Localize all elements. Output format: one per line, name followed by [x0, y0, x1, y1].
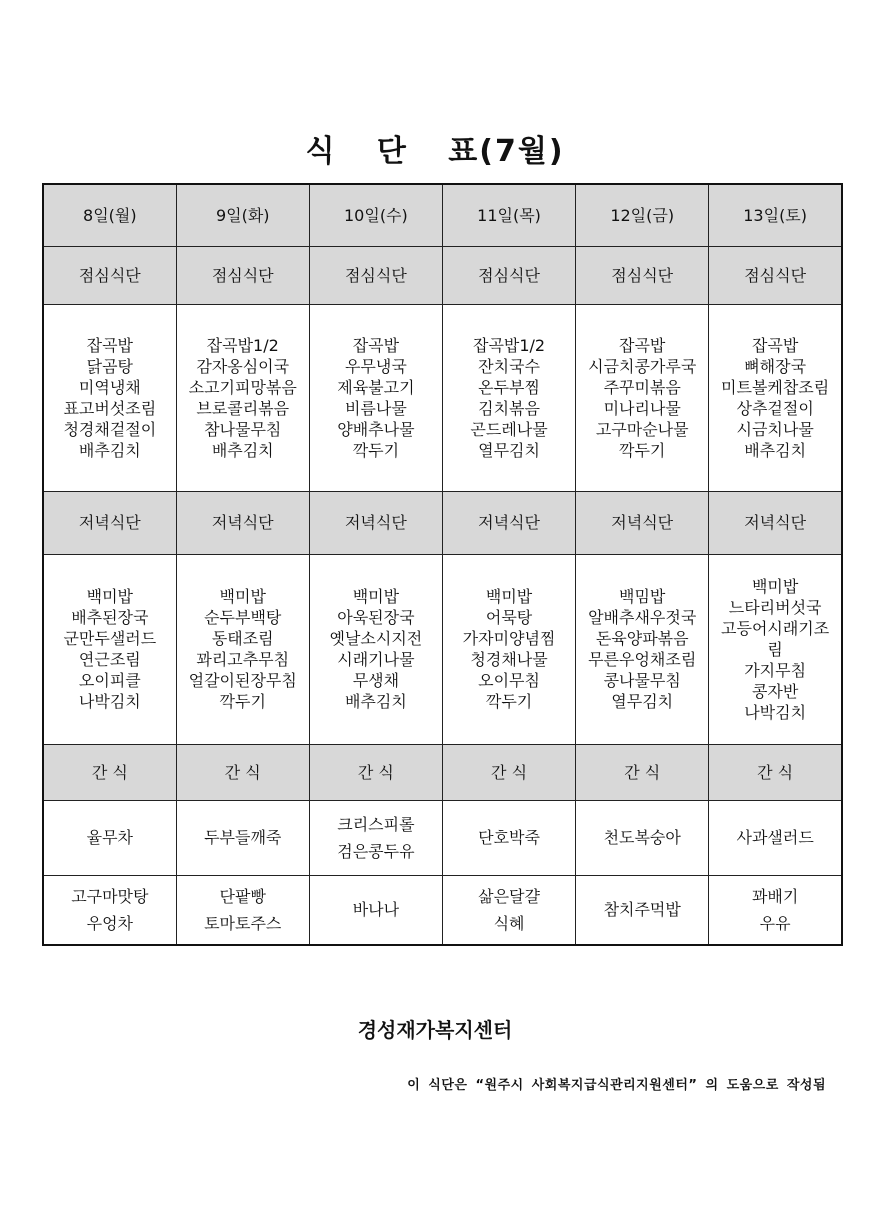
snack-header-cell: 간 식: [576, 744, 709, 800]
lunch-menu-cell: [309, 304, 442, 491]
menu-item: 표고버섯조림: [63, 398, 157, 418]
table-row: [43, 744, 842, 800]
dinner-header-cell: 저녁식단: [442, 491, 575, 554]
menu-item-list: [177, 883, 309, 937]
menu-item-list: [44, 824, 176, 851]
menu-item: 깍두기: [352, 440, 400, 460]
menu-item: 토마토주스: [204, 913, 282, 933]
menu-item: 잔치국수: [478, 356, 540, 376]
menu-item: 백미밥: [86, 587, 134, 606]
snack1-cell: [309, 800, 442, 875]
table-row: [43, 491, 842, 554]
menu-item: 온두부찜: [478, 377, 540, 397]
snack-header-cell: 간 식: [176, 744, 309, 800]
menu-item: 열무김치: [478, 440, 540, 460]
snack-header-cell: 간 식: [309, 744, 442, 800]
menu-item: 배추김치: [744, 440, 807, 460]
menu-item-list: [709, 883, 841, 937]
menu-item: 백미밥: [352, 587, 400, 606]
menu-item: 우무냉국: [344, 356, 407, 376]
menu-item: 연근조림: [78, 650, 141, 669]
menu-item-list: [443, 824, 575, 851]
menu-item: 오이무침: [478, 671, 540, 690]
table-row: [43, 184, 842, 246]
menu-item: 시금치나물: [736, 419, 814, 439]
date-cell: 10일(수): [309, 184, 442, 246]
menu-item: 배추된장국: [71, 608, 149, 627]
menu-item: 알배추새우젓국: [588, 608, 697, 627]
menu-item: 시금치콩가루국: [588, 356, 697, 376]
snack-header-cell: 간 식: [709, 744, 842, 800]
menu-item: 아욱된장국: [337, 608, 415, 627]
menu-item: 깍두기: [219, 692, 266, 711]
menu-item-list: [310, 896, 442, 923]
menu-item-list: [310, 811, 442, 865]
snack2-cell: [576, 875, 709, 945]
menu-item: 우엉차: [86, 913, 134, 933]
menu-item: 잡곡밥: [751, 335, 799, 355]
menu-item: 미역냉채: [78, 377, 141, 397]
menu-item: 배추김치: [78, 440, 141, 460]
menu-item-list: [443, 335, 575, 461]
menu-item: 닭곰탕: [86, 356, 134, 376]
lunch-header-cell: 점심식단: [43, 246, 176, 304]
table-row: [43, 875, 842, 945]
menu-item-list: [310, 335, 442, 461]
menu-item-list: [177, 824, 309, 851]
menu-item: 무른우엉채조림: [588, 650, 697, 669]
menu-item: 백미밥: [751, 576, 799, 596]
lunch-header-cell: 점심식단: [176, 246, 309, 304]
dinner-header-cell: 저녁식단: [43, 491, 176, 554]
menu-item: 가지무침: [744, 660, 807, 680]
menu-item: 미나리나물: [603, 398, 681, 418]
menu-item: 백미밥: [219, 587, 266, 606]
menu-item: 나박김치: [78, 692, 141, 711]
dinner-menu-cell: [442, 554, 575, 744]
menu-item: 잡곡밥1/2: [472, 335, 546, 355]
menu-item: 시래기나물: [337, 650, 415, 669]
menu-item: 돈육양파볶음: [595, 629, 689, 648]
menu-item: 우유: [759, 913, 791, 933]
menu-item-list: [709, 824, 841, 851]
lunch-menu-cell: [709, 304, 842, 491]
menu-item: 나박김치: [744, 702, 807, 722]
dinner-menu-cell: [43, 554, 176, 744]
dinner-header-cell: 저녁식단: [576, 491, 709, 554]
menu-item: 뼈해장국: [744, 356, 807, 376]
menu-item: 소고기피망볶음: [188, 377, 297, 397]
menu-item-list: [443, 586, 575, 712]
menu-item-list: [177, 586, 309, 712]
page-title: [0, 126, 870, 170]
menu-item: 잡곡밥: [86, 335, 134, 355]
lunch-menu-cell: [43, 304, 176, 491]
snack2-cell: [709, 875, 842, 945]
menu-item: 군만두샐러드: [63, 629, 157, 648]
menu-table-body: [43, 184, 842, 945]
date-cell: 9일(화): [176, 184, 309, 246]
menu-item-list: [576, 586, 708, 712]
table-row: [43, 304, 842, 491]
lunch-header-cell: 점심식단: [709, 246, 842, 304]
date-cell: 12일(금): [576, 184, 709, 246]
menu-item-list: [310, 586, 442, 712]
menu-table: [42, 183, 843, 946]
menu-item-list: [44, 883, 176, 937]
table-row: [43, 800, 842, 875]
menu-item-list: [709, 335, 841, 461]
menu-item-list: [177, 335, 309, 461]
menu-item: 잡곡밥: [352, 335, 400, 355]
menu-item: 참나물무침: [204, 419, 282, 439]
menu-item: 콩나물무침: [603, 671, 681, 690]
snack1-cell: [442, 800, 575, 875]
menu-item: 동태조림: [211, 629, 274, 648]
lunch-header-cell: 점심식단: [442, 246, 575, 304]
lunch-menu-cell: [442, 304, 575, 491]
menu-item: 청경채겉절이: [63, 419, 157, 439]
date-cell: 11일(목): [442, 184, 575, 246]
menu-item: 양배추나물: [337, 419, 415, 439]
table-row: [43, 554, 842, 744]
menu-item-list: [443, 883, 575, 937]
menu-item: 고구마맛탕: [71, 886, 149, 906]
menu-item: 비름나물: [344, 398, 407, 418]
snack2-cell: [309, 875, 442, 945]
snack2-cell: [176, 875, 309, 945]
menu-item: 김치볶음: [478, 398, 540, 418]
lunch-header-cell: 점심식단: [576, 246, 709, 304]
menu-item-list: [576, 896, 708, 923]
snack1-cell: [176, 800, 309, 875]
menu-item: 열무김치: [611, 692, 674, 711]
menu-item: 느타리버섯국: [728, 597, 822, 617]
menu-item: 크리스피롤: [337, 814, 415, 834]
dinner-header-cell: 저녁식단: [309, 491, 442, 554]
menu-item: 단호박죽: [478, 828, 540, 847]
menu-item: 사과샐러드: [736, 828, 814, 847]
menu-item: 고등어시래기조: [721, 618, 830, 638]
menu-item: 깍두기: [485, 692, 533, 711]
table-row: [43, 246, 842, 304]
footnote: 이 식단은 “원주시 사회복지급식관리지원센터” 의 도움으로 작성됨: [407, 1078, 826, 1093]
dinner-header-cell: 저녁식단: [709, 491, 842, 554]
menu-item: 미트볼케찹조림: [721, 377, 830, 397]
menu-item: 깍두기: [619, 440, 666, 460]
lunch-menu-cell: [576, 304, 709, 491]
title-month: (7월): [479, 134, 565, 169]
date-cell: 8일(월): [43, 184, 176, 246]
dinner-menu-cell: [309, 554, 442, 744]
menu-item-list: [44, 586, 176, 712]
menu-item-list: [709, 576, 841, 723]
menu-item: 고구마순나물: [595, 419, 689, 439]
menu-item: 곤드레나물: [470, 419, 548, 439]
menu-item: 배추김치: [344, 692, 407, 711]
menu-item-list: [576, 824, 708, 851]
date-cell: 13일(토): [709, 184, 842, 246]
menu-item: 상추겉절이: [736, 398, 814, 418]
snack-header-cell: 간 식: [442, 744, 575, 800]
menu-item: 무생채: [352, 671, 400, 690]
menu-item: 주꾸미볶음: [603, 377, 681, 397]
menu-item: 브로콜리볶음: [196, 398, 290, 418]
menu-item: 제육불고기: [337, 377, 415, 397]
menu-item: 잡곡밥1/2: [206, 335, 279, 355]
menu-item: 오이피클: [78, 671, 141, 690]
menu-item: 식혜: [493, 913, 525, 933]
center-name: 경성재가복지센터: [357, 1018, 513, 1042]
title-main: 식 단 표: [305, 134, 480, 169]
menu-item: 백밈밥: [619, 587, 666, 606]
menu-item: 얼갈이된장무침: [188, 671, 297, 690]
menu-item: 백미밥: [485, 587, 533, 606]
menu-item: 콩자반: [751, 681, 799, 701]
lunch-menu-cell: [176, 304, 309, 491]
snack2-cell: [442, 875, 575, 945]
menu-item: 천도복숭아: [603, 828, 681, 847]
menu-item: 삶은달걀: [478, 886, 540, 906]
menu-item: 잡곡밥: [619, 335, 666, 355]
menu-item: 순두부백탕: [204, 608, 282, 627]
menu-item: 청경채나물: [470, 650, 548, 669]
menu-item-list: [44, 335, 176, 461]
snack1-cell: [709, 800, 842, 875]
menu-item: 단팥빵: [219, 886, 266, 906]
snack-header-cell: 간 식: [43, 744, 176, 800]
menu-item: 가자미양념찜: [462, 629, 556, 648]
menu-item: 옛날소시지전: [329, 629, 423, 648]
menu-item: 꽈리고추무침: [196, 650, 290, 669]
snack1-cell: [576, 800, 709, 875]
dinner-menu-cell: [709, 554, 842, 744]
dinner-header-cell: 저녁식단: [176, 491, 309, 554]
dinner-menu-cell: [576, 554, 709, 744]
snack1-cell: [43, 800, 176, 875]
menu-item: 어묵탕: [485, 608, 533, 627]
menu-item: 바나나: [352, 900, 400, 920]
menu-item: 참치주먹밥: [603, 900, 681, 920]
dinner-menu-cell: [176, 554, 309, 744]
menu-item: 감자옹심이국: [196, 356, 290, 376]
lunch-header-cell: 점심식단: [309, 246, 442, 304]
menu-item: 두부들깨죽: [204, 828, 282, 847]
menu-item: 배추김치: [211, 440, 274, 460]
menu-item: 림: [767, 639, 783, 659]
snack2-cell: [43, 875, 176, 945]
menu-item: 검은콩두유: [337, 841, 415, 861]
menu-item-list: [576, 335, 708, 461]
menu-item: 율무차: [86, 828, 134, 847]
menu-item: 꽈배기: [751, 886, 799, 906]
